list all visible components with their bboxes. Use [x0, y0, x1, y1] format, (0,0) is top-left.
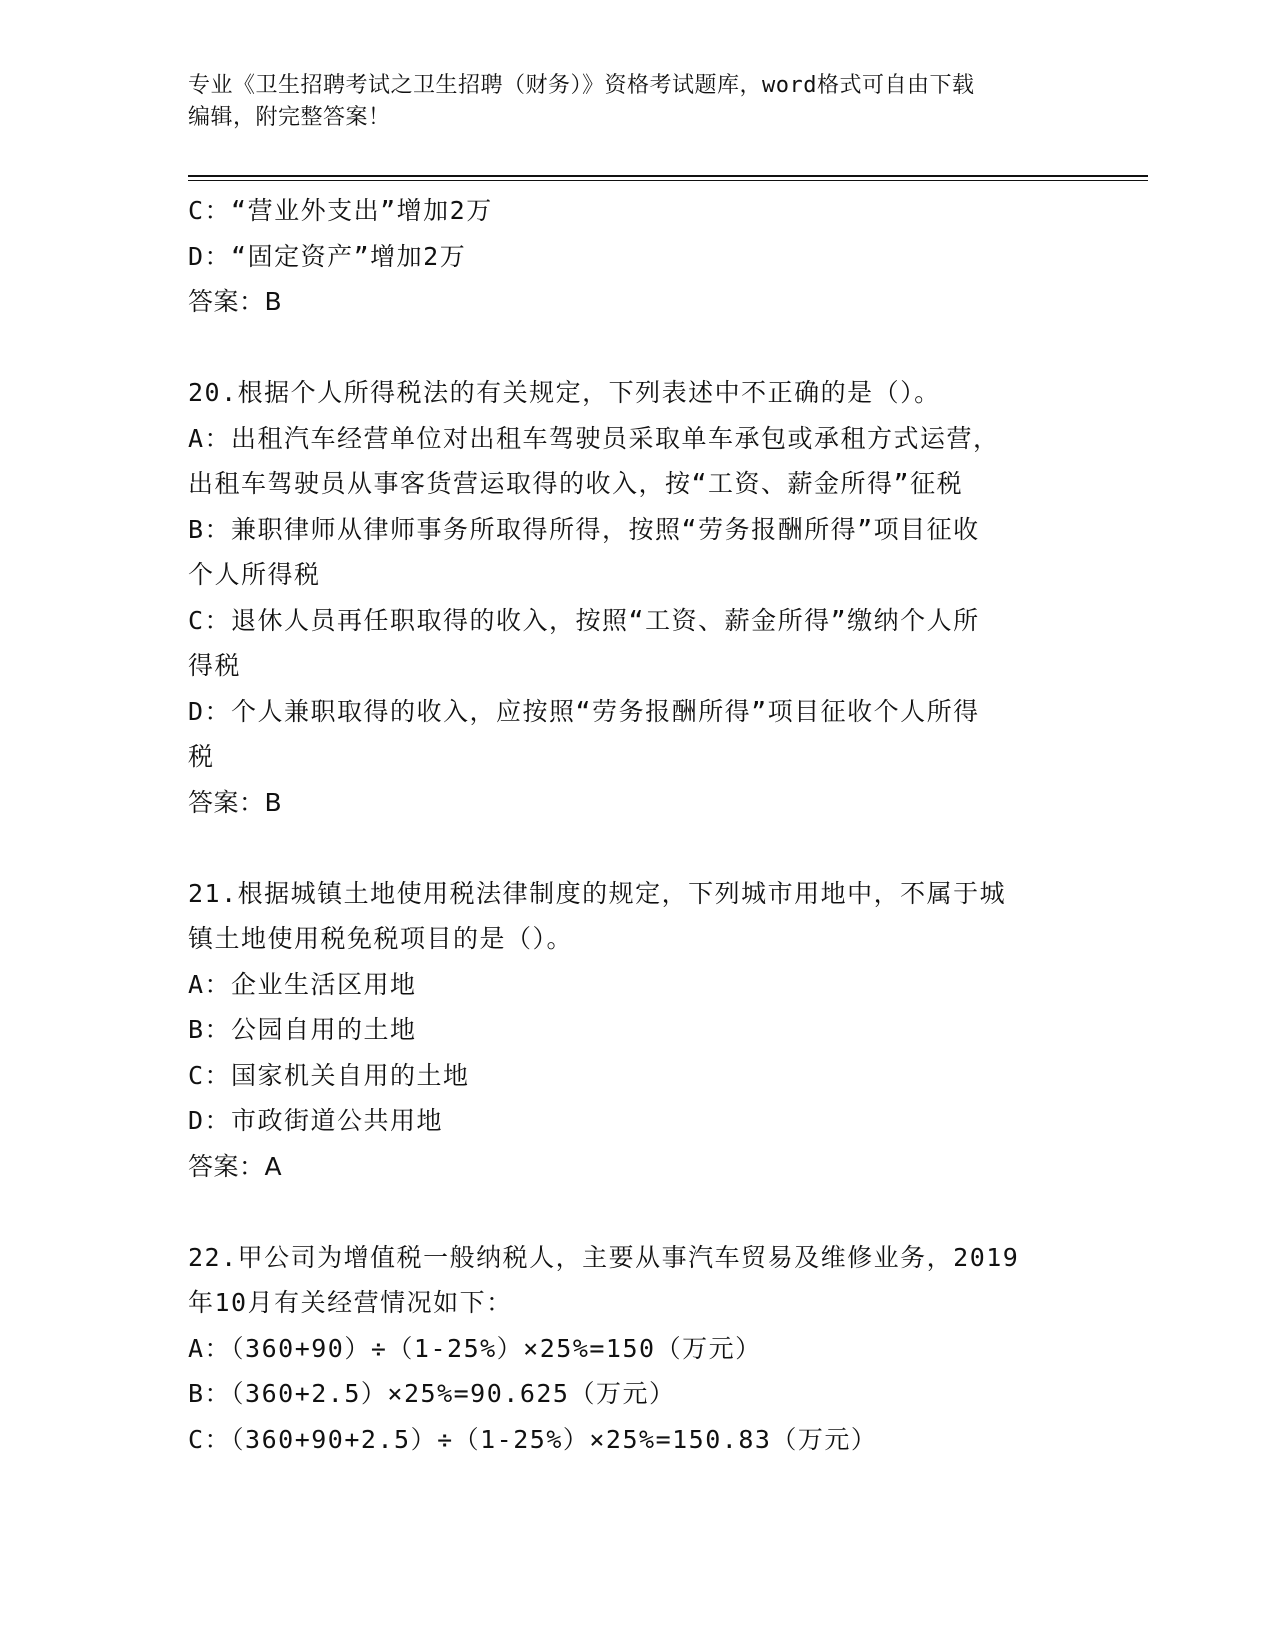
- option-a-cont: 出租车驾驶员从事客货营运取得的收入，按“工资、薪金所得”征税: [188, 469, 964, 498]
- option-c: C：（360+90+2.5）÷（1-25%）×25%=150.83（万元）: [188, 1424, 878, 1454]
- spacer: [188, 1189, 1088, 1235]
- option-c: C：退休人员再任职取得的收入，按照“工资、薪金所得”缴纳个人所: [188, 605, 980, 635]
- header-rule-thick: [188, 175, 1148, 177]
- header-line: 专业《卫生招聘考试之卫生招聘（财务）》资格考试题库，word格式可自由下载: [188, 73, 975, 98]
- option-b: B：（360+2.5）×25%=90.625（万元）: [188, 1379, 676, 1408]
- option-c: C：国家机关自用的土地: [188, 1060, 470, 1090]
- header-rule-thin: [188, 180, 1148, 181]
- spacer: [188, 825, 1088, 871]
- answer: 答案：B: [188, 287, 283, 316]
- answer: 答案：A: [188, 1151, 283, 1181]
- answer: 答案：B: [188, 787, 283, 817]
- option-c: C：“营业外支出”增加2万: [188, 196, 493, 225]
- option-d: D：市政街道公共用地: [188, 1106, 444, 1135]
- option-d: D：个人兼职取得的收入，应按照“劳务报酬所得”项目征收个人所得: [188, 696, 980, 726]
- question-stem: 22.甲公司为增值税一般纳税人，主要从事汽车贸易及维修业务，2019: [188, 1242, 1020, 1272]
- question-stem-cont: 年10月有关经营情况如下：: [188, 1288, 513, 1317]
- question-stem: 20.根据个人所得税法的有关规定，下列表述中不正确的是（）。: [188, 378, 941, 407]
- option-b-cont: 个人所得税: [188, 560, 321, 589]
- option-b: B：公园自用的土地: [188, 1015, 417, 1044]
- option-c-cont: 得税: [188, 651, 242, 680]
- option-d-cont: 税: [188, 742, 215, 771]
- spacer: [188, 325, 1088, 371]
- question-stem: 21.根据城镇土地使用税法律制度的规定，下列城市用地中，不属于城: [188, 878, 1007, 908]
- option-a: A：出租汽车经营单位对出租车驾驶员采取单车承包或承租方式运营，: [188, 423, 1000, 453]
- page-header: [188, 70, 1068, 134]
- option-b: B：兼职律师从律师事务所取得所得，按照“劳务报酬所得”项目征收: [188, 514, 980, 544]
- option-d: D：“固定资产”增加2万: [188, 241, 467, 271]
- question-content: [188, 188, 1088, 1462]
- option-a: A：企业生活区用地: [188, 969, 417, 999]
- question-stem-cont: 镇土地使用税免税项目的是（）。: [188, 924, 574, 953]
- header-line: 编辑，附完整答案！: [188, 105, 391, 130]
- option-a: A：（360+90）÷（1-25%）×25%=150（万元）: [188, 1333, 762, 1363]
